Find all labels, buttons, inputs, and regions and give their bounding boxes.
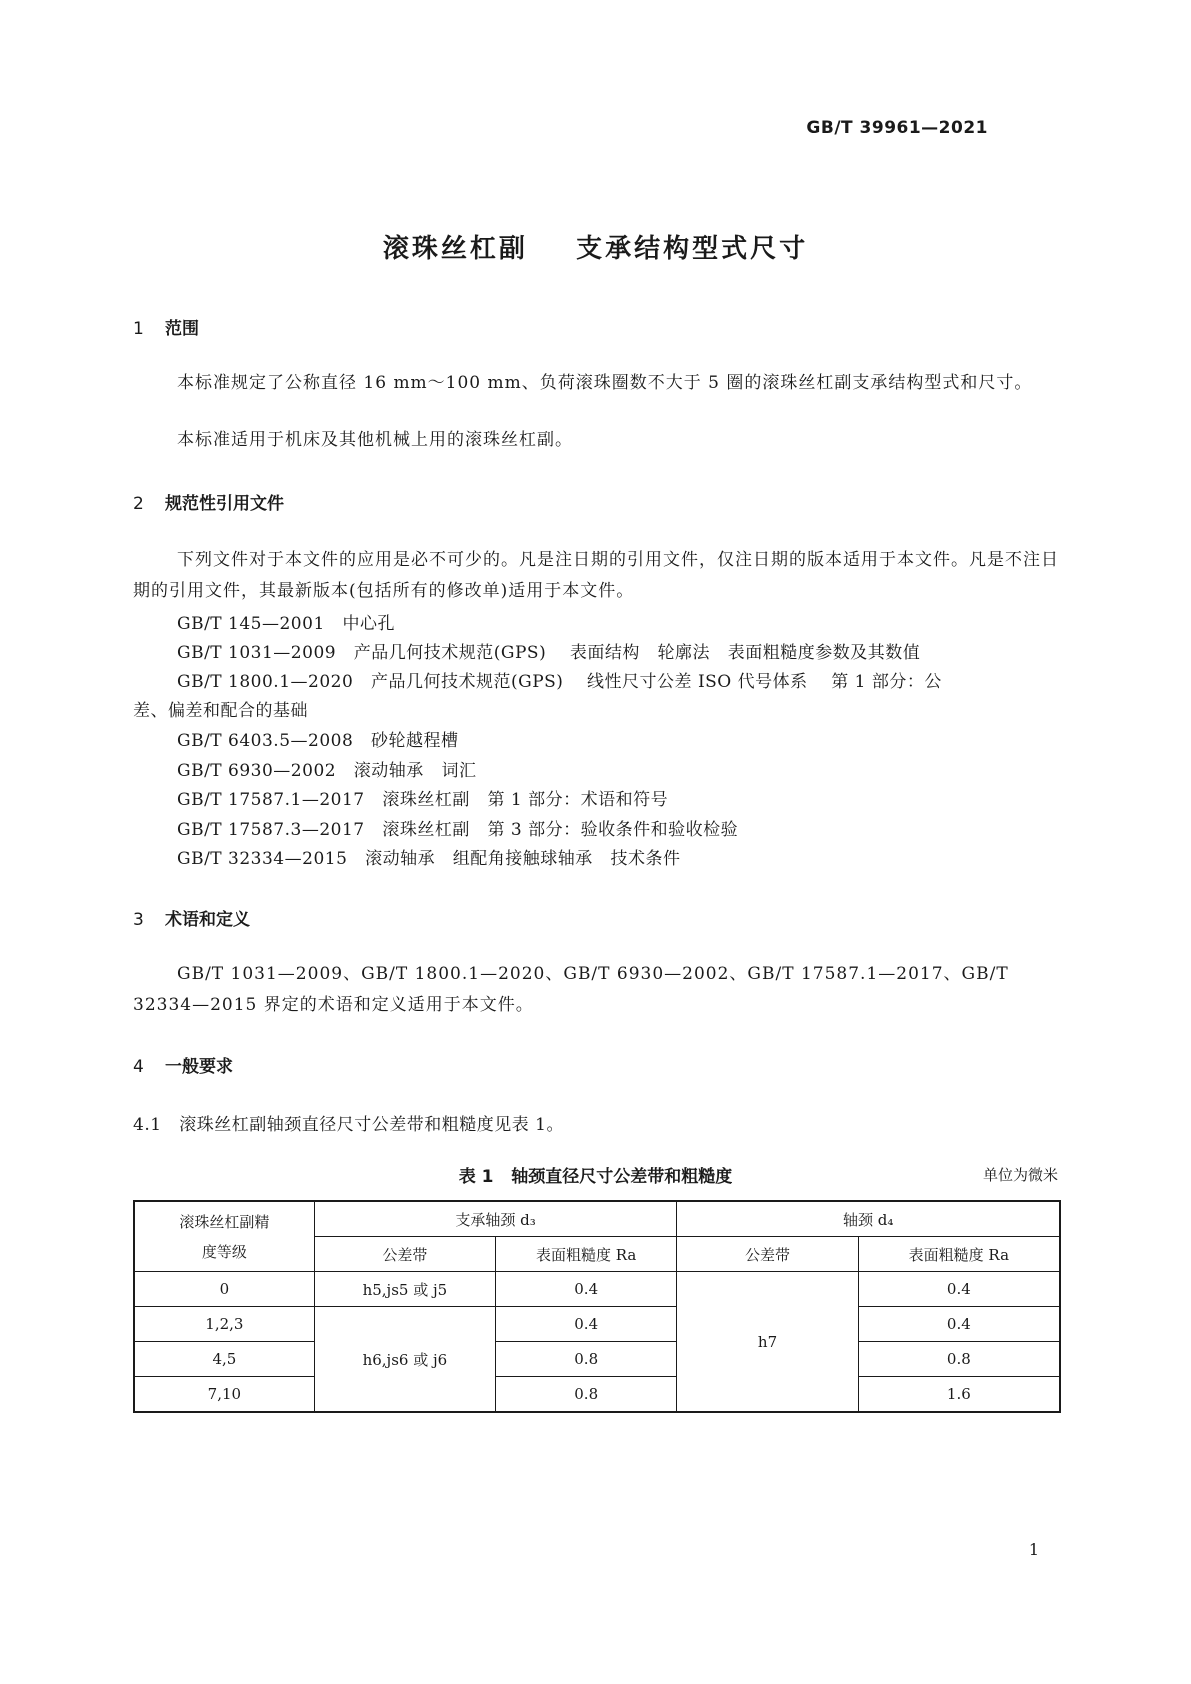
cell-d4-roughness: 1.6 <box>858 1377 1060 1413</box>
table-row <box>134 1342 1060 1377</box>
header-grade: 滚珠丝杠副精度等级 <box>134 1201 314 1272</box>
cell-d3-roughness: 0.8 <box>496 1377 677 1413</box>
cell-d3-tolerance: h5,js5 或 j5 <box>314 1272 495 1307</box>
cell-d4-roughness: 0.8 <box>858 1342 1060 1377</box>
cell-d4-roughness: 0.4 <box>858 1307 1060 1342</box>
table-row <box>134 1272 1060 1307</box>
table-1 <box>133 1200 1061 1413</box>
reference-item-continued: 差、偏差和配合的基础 <box>133 701 308 721</box>
header-d3-tolerance: 公差带 <box>314 1237 495 1272</box>
table-1-unit: 单位为微米 <box>982 1166 1058 1184</box>
section-2-heading: 2 规范性引用文件 <box>133 494 284 514</box>
reference-item: GB/T 145—2001 中心孔 <box>177 614 395 634</box>
section-2-para-1: 下列文件对于本文件的应用是必不可少的。凡是注日期的引用文件，仅注日期的版本适用于本文件。凡是不注日期的引用文件，其最新版本(包括所有的修改单)适用于本文件。 <box>133 550 1059 601</box>
header-d3-roughness: 表面粗糙度 Ra <box>496 1237 677 1272</box>
section-3-heading: 3 术语和定义 <box>133 910 250 930</box>
standard-number: GB/T 39961—2021 <box>806 118 988 138</box>
cell-grade: 0 <box>134 1272 314 1307</box>
section-3-para-1: GB/T 1031—2009、GB/T 1800.1—2020、GB/T 6930—2002、GB/T 17587.1—2017、GB/T 32334—2015 界定的术语和定义适用于本文件。 <box>133 964 1009 1015</box>
reference-item: GB/T 17587.3—2017 滚珠丝杠副 第 3 部分：验收条件和验收检验 <box>177 820 739 840</box>
reference-item: GB/T 6930—2002 滚动轴承 词汇 <box>177 761 477 781</box>
table-row <box>134 1377 1060 1413</box>
cell-grade: 4,5 <box>134 1342 314 1377</box>
cell-d4-tolerance: h7 <box>677 1272 858 1413</box>
cell-d3-tolerance: h6,js6 或 j6 <box>314 1307 495 1413</box>
section-1-para-1: 本标准规定了公称直径 16 mm～100 mm、负荷滚珠圈数不大于 5 圈的滚珠丝杠副支承结构型式和尺寸。 <box>177 373 1033 393</box>
header-journal: 轴颈 d₄ <box>677 1201 1060 1237</box>
reference-item: GB/T 6403.5—2008 砂轮越程槽 <box>177 731 459 751</box>
document-title: 滚珠丝杠副 支承结构型式尺寸 <box>382 234 809 264</box>
reference-item: GB/T 17587.1—2017 滚珠丝杠副 第 1 部分：术语和符号 <box>177 790 669 810</box>
page-number: 1 <box>1028 1540 1039 1559</box>
section-4-heading: 4 一般要求 <box>133 1057 233 1077</box>
header-d4-tolerance: 公差带 <box>677 1237 858 1272</box>
cell-d3-roughness: 0.8 <box>496 1342 677 1377</box>
reference-item: GB/T 32334—2015 滚动轴承 组配角接触球轴承 技术条件 <box>177 849 681 869</box>
cell-grade: 7,10 <box>134 1377 314 1413</box>
header-d4-roughness: 表面粗糙度 Ra <box>858 1237 1060 1272</box>
section-1-heading: 1 范围 <box>133 319 199 339</box>
subclause-4-1: 4.1 滚珠丝杠副轴颈直径尺寸公差带和粗糙度见表 1。 <box>133 1115 564 1135</box>
cell-d3-roughness: 0.4 <box>496 1307 677 1342</box>
cell-grade: 1,2,3 <box>134 1307 314 1342</box>
table-row <box>134 1307 1060 1342</box>
reference-item: GB/T 1800.1—2020 产品几何技术规范(GPS) 线性尺寸公差 ISO 代号体系 第 1 部分：公 <box>177 672 942 692</box>
table-1-caption: 表 1 轴颈直径尺寸公差带和粗糙度 <box>458 1167 733 1187</box>
reference-item: GB/T 1031—2009 产品几何技术规范(GPS) 表面结构 轮廓法 表面粗糙度参数及其数值 <box>177 643 921 663</box>
cell-d4-roughness: 0.4 <box>858 1272 1060 1307</box>
cell-d3-roughness: 0.4 <box>496 1272 677 1307</box>
section-1-para-2: 本标准适用于机床及其他机械上用的滚珠丝杠副。 <box>177 430 573 450</box>
header-support-journal: 支承轴颈 d₃ <box>314 1201 677 1237</box>
